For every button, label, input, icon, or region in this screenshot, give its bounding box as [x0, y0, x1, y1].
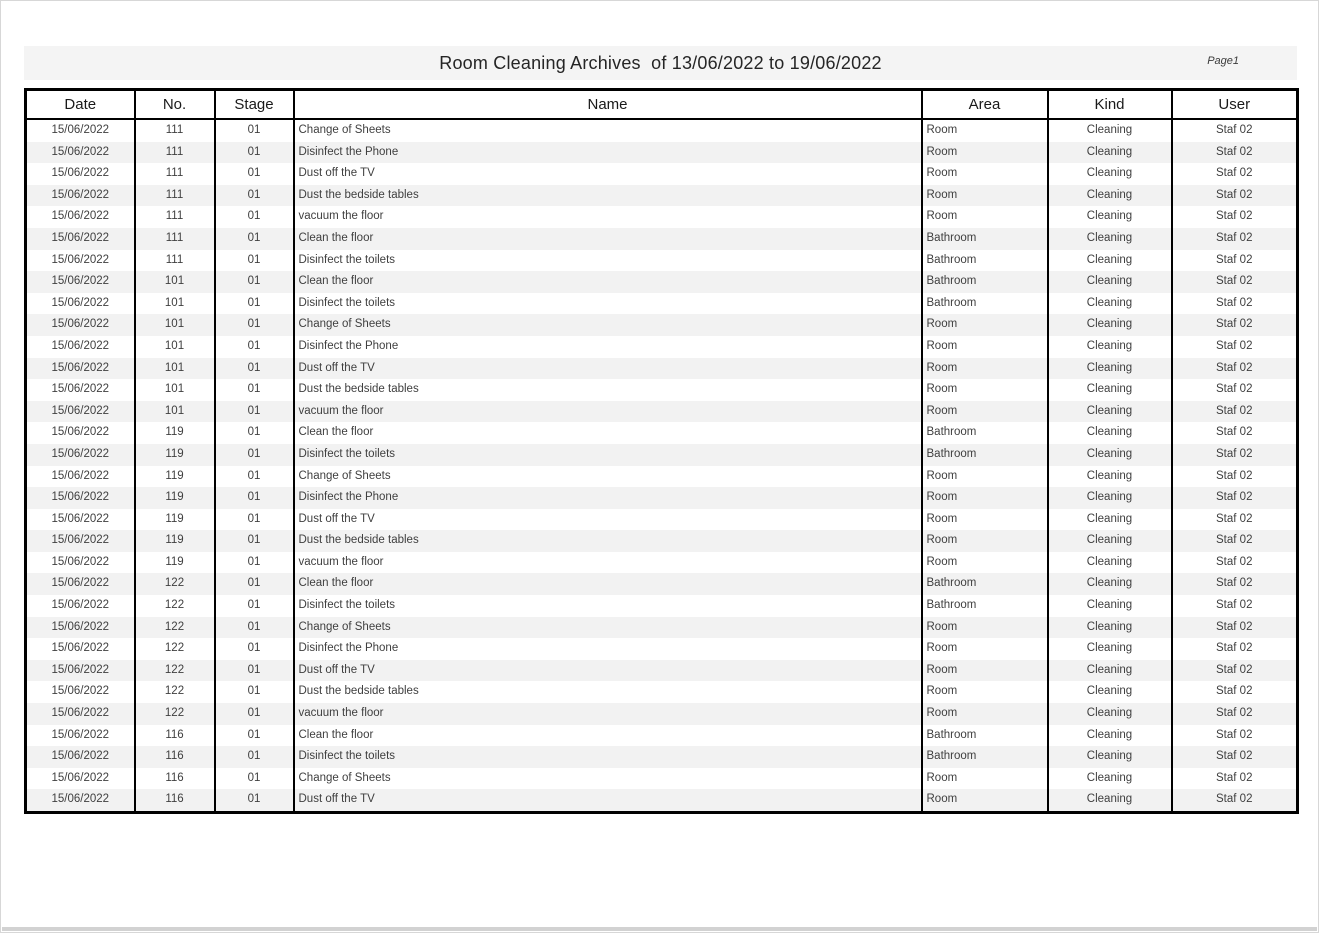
column-header-name: Name — [294, 90, 922, 120]
cell-user: Staf 02 — [1172, 228, 1298, 250]
cell-area: Bathroom — [922, 573, 1048, 595]
cell-kind: Cleaning — [1048, 789, 1172, 812]
cell-area: Room — [922, 768, 1048, 790]
cell-user: Staf 02 — [1172, 595, 1298, 617]
cell-kind: Cleaning — [1048, 703, 1172, 725]
cell-no: 111 — [135, 185, 215, 207]
cell-area: Bathroom — [922, 444, 1048, 466]
cell-kind: Cleaning — [1048, 119, 1172, 142]
cell-date: 15/06/2022 — [51, 447, 110, 460]
cell-kind: Cleaning — [1048, 401, 1172, 423]
table-row — [26, 681, 1298, 703]
cell-no: 116 — [135, 725, 215, 747]
cell-area: Bathroom — [922, 746, 1048, 768]
cell-area: Room — [922, 358, 1048, 380]
cell-stage: 01 — [215, 530, 294, 552]
cell-stage: 01 — [215, 595, 294, 617]
cell-name: Clean the floor — [294, 573, 922, 595]
table-row — [26, 638, 1298, 660]
cell-area: Room — [922, 163, 1048, 185]
cell-area: Room — [922, 681, 1048, 703]
table-row — [26, 746, 1298, 768]
cell-name: Clean the floor — [294, 422, 922, 444]
cell-name: Dust off the TV — [294, 358, 922, 380]
cell-user: Staf 02 — [1172, 617, 1298, 639]
cell-date: 15/06/2022 — [51, 555, 110, 568]
cell-no: 122 — [135, 703, 215, 725]
cell-user: Staf 02 — [1172, 206, 1298, 228]
cell-user: Staf 02 — [1172, 466, 1298, 488]
page-number-label: Page1 — [1207, 55, 1239, 67]
cell-no: 116 — [135, 789, 215, 812]
cell-name: Dust the bedside tables — [294, 530, 922, 552]
report-title-bar — [24, 46, 1297, 80]
cell-user: Staf 02 — [1172, 552, 1298, 574]
table-row — [26, 163, 1298, 185]
cell-date: 15/06/2022 — [51, 188, 110, 201]
cell-stage: 01 — [215, 422, 294, 444]
cell-name: vacuum the floor — [294, 206, 922, 228]
cell-user: Staf 02 — [1172, 725, 1298, 747]
cell-date: 15/06/2022 — [51, 642, 110, 655]
cell-name: Change of Sheets — [294, 617, 922, 639]
cell-stage: 01 — [215, 119, 294, 142]
cell-date: 15/06/2022 — [51, 404, 110, 417]
cell-kind: Cleaning — [1048, 768, 1172, 790]
cell-stage: 01 — [215, 681, 294, 703]
cell-no: 101 — [135, 401, 215, 423]
cell-area: Room — [922, 487, 1048, 509]
table-row — [26, 768, 1298, 790]
table-row — [26, 250, 1298, 272]
cell-name: Dust the bedside tables — [294, 681, 922, 703]
table-row — [26, 379, 1298, 401]
horizontal-scrollbar[interactable] — [2, 927, 1317, 931]
cell-area: Room — [922, 530, 1048, 552]
cell-no: 119 — [135, 444, 215, 466]
cell-date: 15/06/2022 — [51, 793, 110, 806]
cell-no: 111 — [135, 206, 215, 228]
cell-user: Staf 02 — [1172, 379, 1298, 401]
cell-stage: 01 — [215, 228, 294, 250]
report-title: Room Cleaning Archives of 13/06/2022 to 19/06/2022 — [439, 52, 882, 73]
cell-area: Room — [922, 660, 1048, 682]
cell-date: 15/06/2022 — [51, 663, 110, 676]
cell-kind: Cleaning — [1048, 358, 1172, 380]
cell-stage: 01 — [215, 789, 294, 812]
cell-area: Room — [922, 119, 1048, 142]
table-row — [26, 185, 1298, 207]
cell-stage: 01 — [215, 487, 294, 509]
cell-user: Staf 02 — [1172, 401, 1298, 423]
cell-name: vacuum the floor — [294, 703, 922, 725]
cell-no: 101 — [135, 336, 215, 358]
cell-date: 15/06/2022 — [51, 599, 110, 612]
cell-no: 111 — [135, 250, 215, 272]
cell-area: Room — [922, 401, 1048, 423]
cell-date: 15/06/2022 — [51, 771, 110, 784]
table-row — [26, 314, 1298, 336]
cell-area: Room — [922, 206, 1048, 228]
cell-kind: Cleaning — [1048, 725, 1172, 747]
cell-area: Bathroom — [922, 595, 1048, 617]
cell-user: Staf 02 — [1172, 746, 1298, 768]
cell-kind: Cleaning — [1048, 379, 1172, 401]
cell-stage: 01 — [215, 206, 294, 228]
cell-user: Staf 02 — [1172, 768, 1298, 790]
cell-kind: Cleaning — [1048, 250, 1172, 272]
cell-no: 116 — [135, 768, 215, 790]
cell-name: Dust off the TV — [294, 163, 922, 185]
cell-kind: Cleaning — [1048, 466, 1172, 488]
cell-no: 122 — [135, 617, 215, 639]
cell-date: 15/06/2022 — [51, 685, 110, 698]
cell-user: Staf 02 — [1172, 487, 1298, 509]
cell-date: 15/06/2022 — [51, 296, 110, 309]
cell-kind: Cleaning — [1048, 681, 1172, 703]
cell-date: 15/06/2022 — [51, 339, 110, 352]
table-row — [26, 530, 1298, 552]
table-row — [26, 573, 1298, 595]
cell-stage: 01 — [215, 660, 294, 682]
cell-date: 15/06/2022 — [51, 534, 110, 547]
table-row — [26, 789, 1298, 812]
cell-user: Staf 02 — [1172, 703, 1298, 725]
table-row — [26, 466, 1298, 488]
cell-name: Change of Sheets — [294, 119, 922, 142]
cell-area: Bathroom — [922, 725, 1048, 747]
cell-kind: Cleaning — [1048, 293, 1172, 315]
table-row — [26, 336, 1298, 358]
cell-date: 15/06/2022 — [51, 124, 110, 136]
table-row — [26, 206, 1298, 228]
cell-date: 15/06/2022 — [51, 383, 110, 396]
cell-name: Dust off the TV — [294, 789, 922, 812]
cell-no: 119 — [135, 530, 215, 552]
cell-kind: Cleaning — [1048, 595, 1172, 617]
cell-stage: 01 — [215, 293, 294, 315]
cell-no: 122 — [135, 595, 215, 617]
cell-no: 119 — [135, 509, 215, 531]
cell-kind: Cleaning — [1048, 638, 1172, 660]
cell-no: 119 — [135, 487, 215, 509]
report-table — [24, 88, 1299, 814]
table-row — [26, 509, 1298, 531]
cell-kind: Cleaning — [1048, 530, 1172, 552]
cell-user: Staf 02 — [1172, 681, 1298, 703]
cell-stage: 01 — [215, 250, 294, 272]
cell-area: Bathroom — [922, 271, 1048, 293]
cell-kind: Cleaning — [1048, 163, 1172, 185]
cell-stage: 01 — [215, 768, 294, 790]
report-table-body — [26, 119, 1298, 813]
cell-name: Disinfect the Phone — [294, 142, 922, 164]
cell-user: Staf 02 — [1172, 789, 1298, 812]
cell-area: Room — [922, 789, 1048, 812]
cell-date: 15/06/2022 — [51, 318, 110, 331]
cell-area: Room — [922, 638, 1048, 660]
cell-area: Room — [922, 185, 1048, 207]
cell-stage: 01 — [215, 617, 294, 639]
cell-user: Staf 02 — [1172, 336, 1298, 358]
cell-no: 122 — [135, 660, 215, 682]
cell-date: 15/06/2022 — [51, 469, 110, 482]
cell-date: 15/06/2022 — [51, 577, 110, 590]
cell-date: 15/06/2022 — [51, 275, 110, 288]
cell-date: 15/06/2022 — [51, 145, 110, 158]
table-row — [26, 660, 1298, 682]
cell-no: 122 — [135, 681, 215, 703]
table-row — [26, 228, 1298, 250]
cell-stage: 01 — [215, 509, 294, 531]
cell-area: Bathroom — [922, 422, 1048, 444]
column-header-no: No. — [135, 90, 215, 120]
cell-stage: 01 — [215, 552, 294, 574]
cell-user: Staf 02 — [1172, 163, 1298, 185]
cell-kind: Cleaning — [1048, 228, 1172, 250]
cell-stage: 01 — [215, 703, 294, 725]
cell-kind: Cleaning — [1048, 142, 1172, 164]
table-row — [26, 293, 1298, 315]
cell-area: Bathroom — [922, 228, 1048, 250]
cell-stage: 01 — [215, 142, 294, 164]
cell-stage: 01 — [215, 746, 294, 768]
cell-area: Room — [922, 509, 1048, 531]
cell-no: 101 — [135, 271, 215, 293]
cell-name: Change of Sheets — [294, 466, 922, 488]
column-header-stage: Stage — [215, 90, 294, 120]
cell-kind: Cleaning — [1048, 314, 1172, 336]
cell-kind: Cleaning — [1048, 422, 1172, 444]
cell-name: vacuum the floor — [294, 552, 922, 574]
cell-user: Staf 02 — [1172, 444, 1298, 466]
cell-stage: 01 — [215, 271, 294, 293]
cell-area: Room — [922, 336, 1048, 358]
cell-name: Clean the floor — [294, 228, 922, 250]
cell-stage: 01 — [215, 336, 294, 358]
cell-kind: Cleaning — [1048, 509, 1172, 531]
table-row — [26, 358, 1298, 380]
cell-no: 111 — [135, 119, 215, 142]
table-header-row — [26, 90, 1298, 120]
table-row — [26, 725, 1298, 747]
cell-user: Staf 02 — [1172, 271, 1298, 293]
table-row — [26, 552, 1298, 574]
cell-date: 15/06/2022 — [51, 491, 110, 504]
cell-stage: 01 — [215, 401, 294, 423]
table-row — [26, 617, 1298, 639]
table-row — [26, 401, 1298, 423]
table-row — [26, 444, 1298, 466]
column-header-kind: Kind — [1048, 90, 1172, 120]
cell-stage: 01 — [215, 466, 294, 488]
cell-name: Disinfect the toilets — [294, 595, 922, 617]
cell-area: Room — [922, 552, 1048, 574]
cell-kind: Cleaning — [1048, 573, 1172, 595]
table-row — [26, 422, 1298, 444]
cell-name: Disinfect the Phone — [294, 487, 922, 509]
cell-kind: Cleaning — [1048, 746, 1172, 768]
cell-area: Room — [922, 142, 1048, 164]
table-row — [26, 595, 1298, 617]
cell-user: Staf 02 — [1172, 530, 1298, 552]
cell-user: Staf 02 — [1172, 422, 1298, 444]
cell-name: Disinfect the toilets — [294, 444, 922, 466]
cell-name: Disinfect the Phone — [294, 638, 922, 660]
cell-no: 101 — [135, 358, 215, 380]
cell-date: 15/06/2022 — [51, 512, 110, 525]
cell-stage: 01 — [215, 725, 294, 747]
cell-user: Staf 02 — [1172, 509, 1298, 531]
cell-no: 111 — [135, 163, 215, 185]
cell-user: Staf 02 — [1172, 119, 1298, 142]
cell-name: Dust off the TV — [294, 660, 922, 682]
cell-stage: 01 — [215, 163, 294, 185]
table-header — [26, 90, 1298, 120]
cell-area: Room — [922, 379, 1048, 401]
cell-name: Change of Sheets — [294, 768, 922, 790]
cell-no: 122 — [135, 573, 215, 595]
cell-date: 15/06/2022 — [51, 231, 110, 244]
cell-kind: Cleaning — [1048, 206, 1172, 228]
table-row — [26, 703, 1298, 725]
cell-stage: 01 — [215, 444, 294, 466]
cell-date: 15/06/2022 — [51, 210, 110, 223]
cell-kind: Cleaning — [1048, 185, 1172, 207]
cell-user: Staf 02 — [1172, 250, 1298, 272]
cell-area: Room — [922, 703, 1048, 725]
cell-kind: Cleaning — [1048, 271, 1172, 293]
cell-stage: 01 — [215, 314, 294, 336]
table-row — [26, 142, 1298, 164]
cell-user: Staf 02 — [1172, 293, 1298, 315]
cell-name: vacuum the floor — [294, 401, 922, 423]
cell-name: Disinfect the toilets — [294, 746, 922, 768]
cell-kind: Cleaning — [1048, 660, 1172, 682]
cell-date: 15/06/2022 — [51, 750, 110, 763]
cell-user: Staf 02 — [1172, 660, 1298, 682]
cell-no: 119 — [135, 422, 215, 444]
column-header-area: Area — [922, 90, 1048, 120]
cell-user: Staf 02 — [1172, 142, 1298, 164]
cell-name: Disinfect the toilets — [294, 293, 922, 315]
cell-date: 15/06/2022 — [51, 426, 110, 439]
cell-area: Room — [922, 466, 1048, 488]
cell-no: 111 — [135, 228, 215, 250]
cell-user: Staf 02 — [1172, 185, 1298, 207]
cell-stage: 01 — [215, 358, 294, 380]
cell-kind: Cleaning — [1048, 336, 1172, 358]
cell-no: 119 — [135, 466, 215, 488]
cell-stage: 01 — [215, 185, 294, 207]
cell-name: Clean the floor — [294, 725, 922, 747]
column-header-date: Date — [26, 90, 135, 120]
cell-date: 15/06/2022 — [51, 620, 110, 633]
cell-name: Disinfect the toilets — [294, 250, 922, 272]
cell-name: Clean the floor — [294, 271, 922, 293]
cell-name: Change of Sheets — [294, 314, 922, 336]
column-header-user: User — [1172, 90, 1298, 120]
cell-no: 101 — [135, 293, 215, 315]
table-row — [26, 271, 1298, 293]
cell-user: Staf 02 — [1172, 638, 1298, 660]
cell-stage: 01 — [215, 638, 294, 660]
cell-kind: Cleaning — [1048, 487, 1172, 509]
cell-user: Staf 02 — [1172, 314, 1298, 336]
table-row — [26, 119, 1298, 142]
cell-no: 101 — [135, 379, 215, 401]
cell-user: Staf 02 — [1172, 573, 1298, 595]
cell-date: 15/06/2022 — [51, 728, 110, 741]
cell-name: Disinfect the Phone — [294, 336, 922, 358]
cell-name: Dust off the TV — [294, 509, 922, 531]
table-row — [26, 487, 1298, 509]
cell-stage: 01 — [215, 379, 294, 401]
cell-date: 15/06/2022 — [51, 361, 110, 374]
cell-area: Room — [922, 314, 1048, 336]
cell-no: 116 — [135, 746, 215, 768]
cell-kind: Cleaning — [1048, 552, 1172, 574]
cell-no: 119 — [135, 552, 215, 574]
cell-name: Dust the bedside tables — [294, 379, 922, 401]
cell-no: 101 — [135, 314, 215, 336]
cell-kind: Cleaning — [1048, 617, 1172, 639]
cell-area: Bathroom — [922, 293, 1048, 315]
cell-user: Staf 02 — [1172, 358, 1298, 380]
cell-no: 111 — [135, 142, 215, 164]
cell-area: Room — [922, 617, 1048, 639]
cell-area: Bathroom — [922, 250, 1048, 272]
cell-date: 15/06/2022 — [51, 707, 110, 720]
cell-date: 15/06/2022 — [51, 167, 110, 180]
cell-name: Dust the bedside tables — [294, 185, 922, 207]
cell-no: 122 — [135, 638, 215, 660]
cell-kind: Cleaning — [1048, 444, 1172, 466]
cell-stage: 01 — [215, 573, 294, 595]
cell-date: 15/06/2022 — [51, 253, 110, 266]
